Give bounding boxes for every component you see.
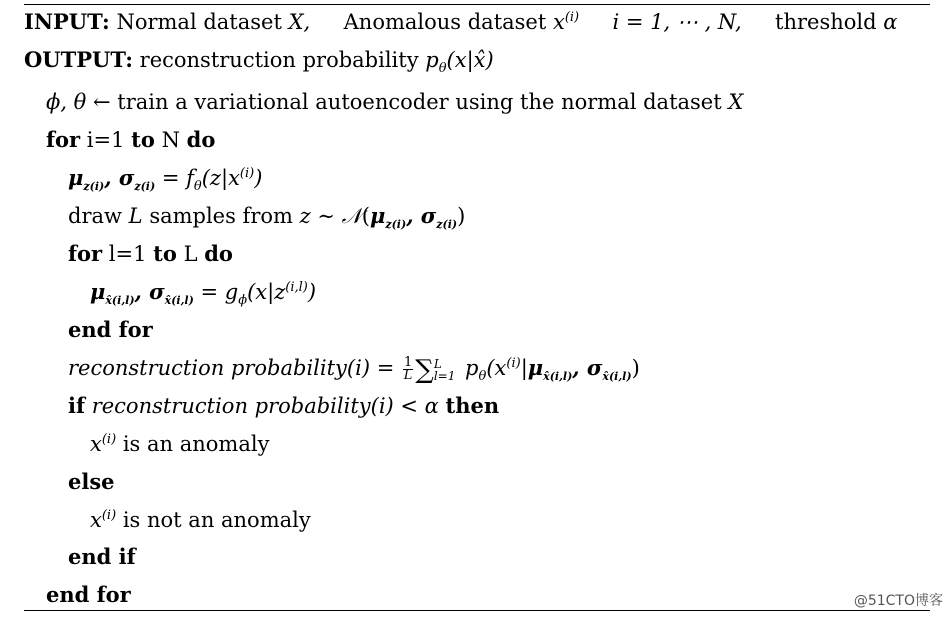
- draw-mid: samples from: [149, 204, 293, 228]
- input-threshold-symbol: α: [883, 10, 898, 34]
- for-inner-range: l=1: [108, 242, 147, 266]
- bottom-rule: [24, 610, 930, 611]
- end-if-line: [68, 542, 136, 572]
- recon-line: reconstruction probability(i) = $\frac{1}{L}$ ∑ L l=1 $p_\theta(x^{(i)}|\mu_{x̂(i,l)}$, $\sigma_{x̂(i,l)}$): [68, 355, 640, 385]
- train-line: [46, 87, 743, 117]
- if-condition-arg: (i) < α: [370, 394, 439, 418]
- for-inner-to: to: [153, 241, 177, 266]
- for-outer-to: to: [131, 127, 155, 152]
- recon-lhs: reconstruction probability: [68, 356, 347, 380]
- top-rule: [24, 4, 930, 5]
- if-keyword: if: [68, 393, 86, 418]
- train-symbols: ϕ, θ ←: [46, 90, 111, 114]
- mu-sigma-z-rhs: $f_\theta(z|x^{(i)})$: [186, 166, 263, 195]
- anomaly-line: [90, 429, 269, 459]
- anomaly-var: $x^{(i)}$: [90, 432, 117, 456]
- mu-x-symbol: $\mu_{x̂(i,l)}$, $\sigma_{x̂(i,l)}$: [90, 279, 194, 308]
- mu-sigma-x-line: $\mu_{x̂(i,l)}$, $\sigma_{x̂(i,l)} = g_\phi(x|z^{(i,l)})$: [90, 279, 317, 309]
- for-outer-end: N: [161, 128, 180, 152]
- for-outer-line: [46, 125, 215, 155]
- recon-params: $\mu_{x̂(i,l)}$, $\sigma_{x̂(i,l)}$: [527, 355, 632, 384]
- draw-text: draw: [68, 204, 122, 228]
- mu-sigma-x-rhs: $g_\phi(x|z^{(i,l)})$: [224, 280, 317, 309]
- not-anomaly-text: is not an anomaly: [122, 508, 311, 532]
- output-label: OUTPUT:: [24, 47, 133, 72]
- draw-L: L: [128, 204, 143, 228]
- input-normal-text: Normal dataset: [116, 10, 282, 34]
- for-inner-line: [68, 239, 233, 269]
- output-expr: $p_\theta(x|x̂)$: [425, 48, 494, 77]
- input-index: i = 1, ⋯ , N,: [612, 10, 742, 34]
- output-line: [24, 45, 494, 75]
- for-inner-keyword: for: [68, 241, 103, 266]
- then-keyword: then: [445, 393, 500, 418]
- train-text: train a variational autoencoder using the normal dataset: [117, 90, 722, 114]
- for-outer-range: i=1: [86, 128, 125, 152]
- anomaly-text: is an anomaly: [122, 432, 270, 456]
- input-anomalous-var: $x^{(i)}$: [552, 10, 580, 34]
- input-anomalous-text: Anomalous dataset: [343, 10, 547, 34]
- recon-sum-limits: L l=1: [433, 356, 456, 383]
- mu-sigma-z-line: $\mu_{z(i)}$, $\sigma_{z(i)} = f_\theta(z|x^{(i)})$: [68, 165, 263, 195]
- for-outer-do: do: [186, 127, 216, 152]
- for-outer-keyword: for: [46, 127, 81, 152]
- draw-z: z ∼ 𝒩: [299, 204, 362, 228]
- recon-sum-symbol: ∑: [415, 355, 434, 385]
- else-keyword: else: [68, 469, 115, 494]
- recon-lhs-arg: (i) =: [346, 356, 395, 380]
- else-line: [68, 467, 115, 497]
- mu-z-symbol: $\mu_{z(i)}$, $\sigma_{z(i)}$: [68, 165, 156, 194]
- recon-fraction: $\frac{1}{L}$: [403, 355, 413, 383]
- end-if: end if: [68, 544, 136, 569]
- input-line: [24, 7, 897, 37]
- for-inner-do: do: [204, 241, 233, 266]
- input-threshold-text: threshold: [775, 10, 877, 34]
- not-anomaly-var: $x^{(i)}$: [90, 508, 117, 532]
- if-condition: reconstruction probability: [91, 394, 371, 418]
- output-text: reconstruction probability: [139, 48, 419, 72]
- watermark: @51CTO博客: [853, 593, 943, 609]
- if-line: [68, 391, 499, 421]
- end-for-inner: end for: [68, 317, 153, 342]
- recon-p: $p_\theta(x^{(i)}|$: [465, 356, 528, 385]
- input-label: INPUT:: [24, 9, 110, 34]
- train-var: X: [728, 90, 744, 114]
- draw-args: ($\mu_{z(i)}$, $\sigma_{z(i)}$): [361, 203, 466, 232]
- end-for-outer-line: [46, 580, 131, 610]
- draw-line: [68, 201, 465, 231]
- end-for-inner-line: [68, 315, 153, 345]
- for-inner-end: L: [183, 242, 198, 266]
- not-anomaly-line: [90, 505, 311, 535]
- input-normal-var: X,: [288, 10, 311, 34]
- end-for-outer: end for: [46, 582, 131, 607]
